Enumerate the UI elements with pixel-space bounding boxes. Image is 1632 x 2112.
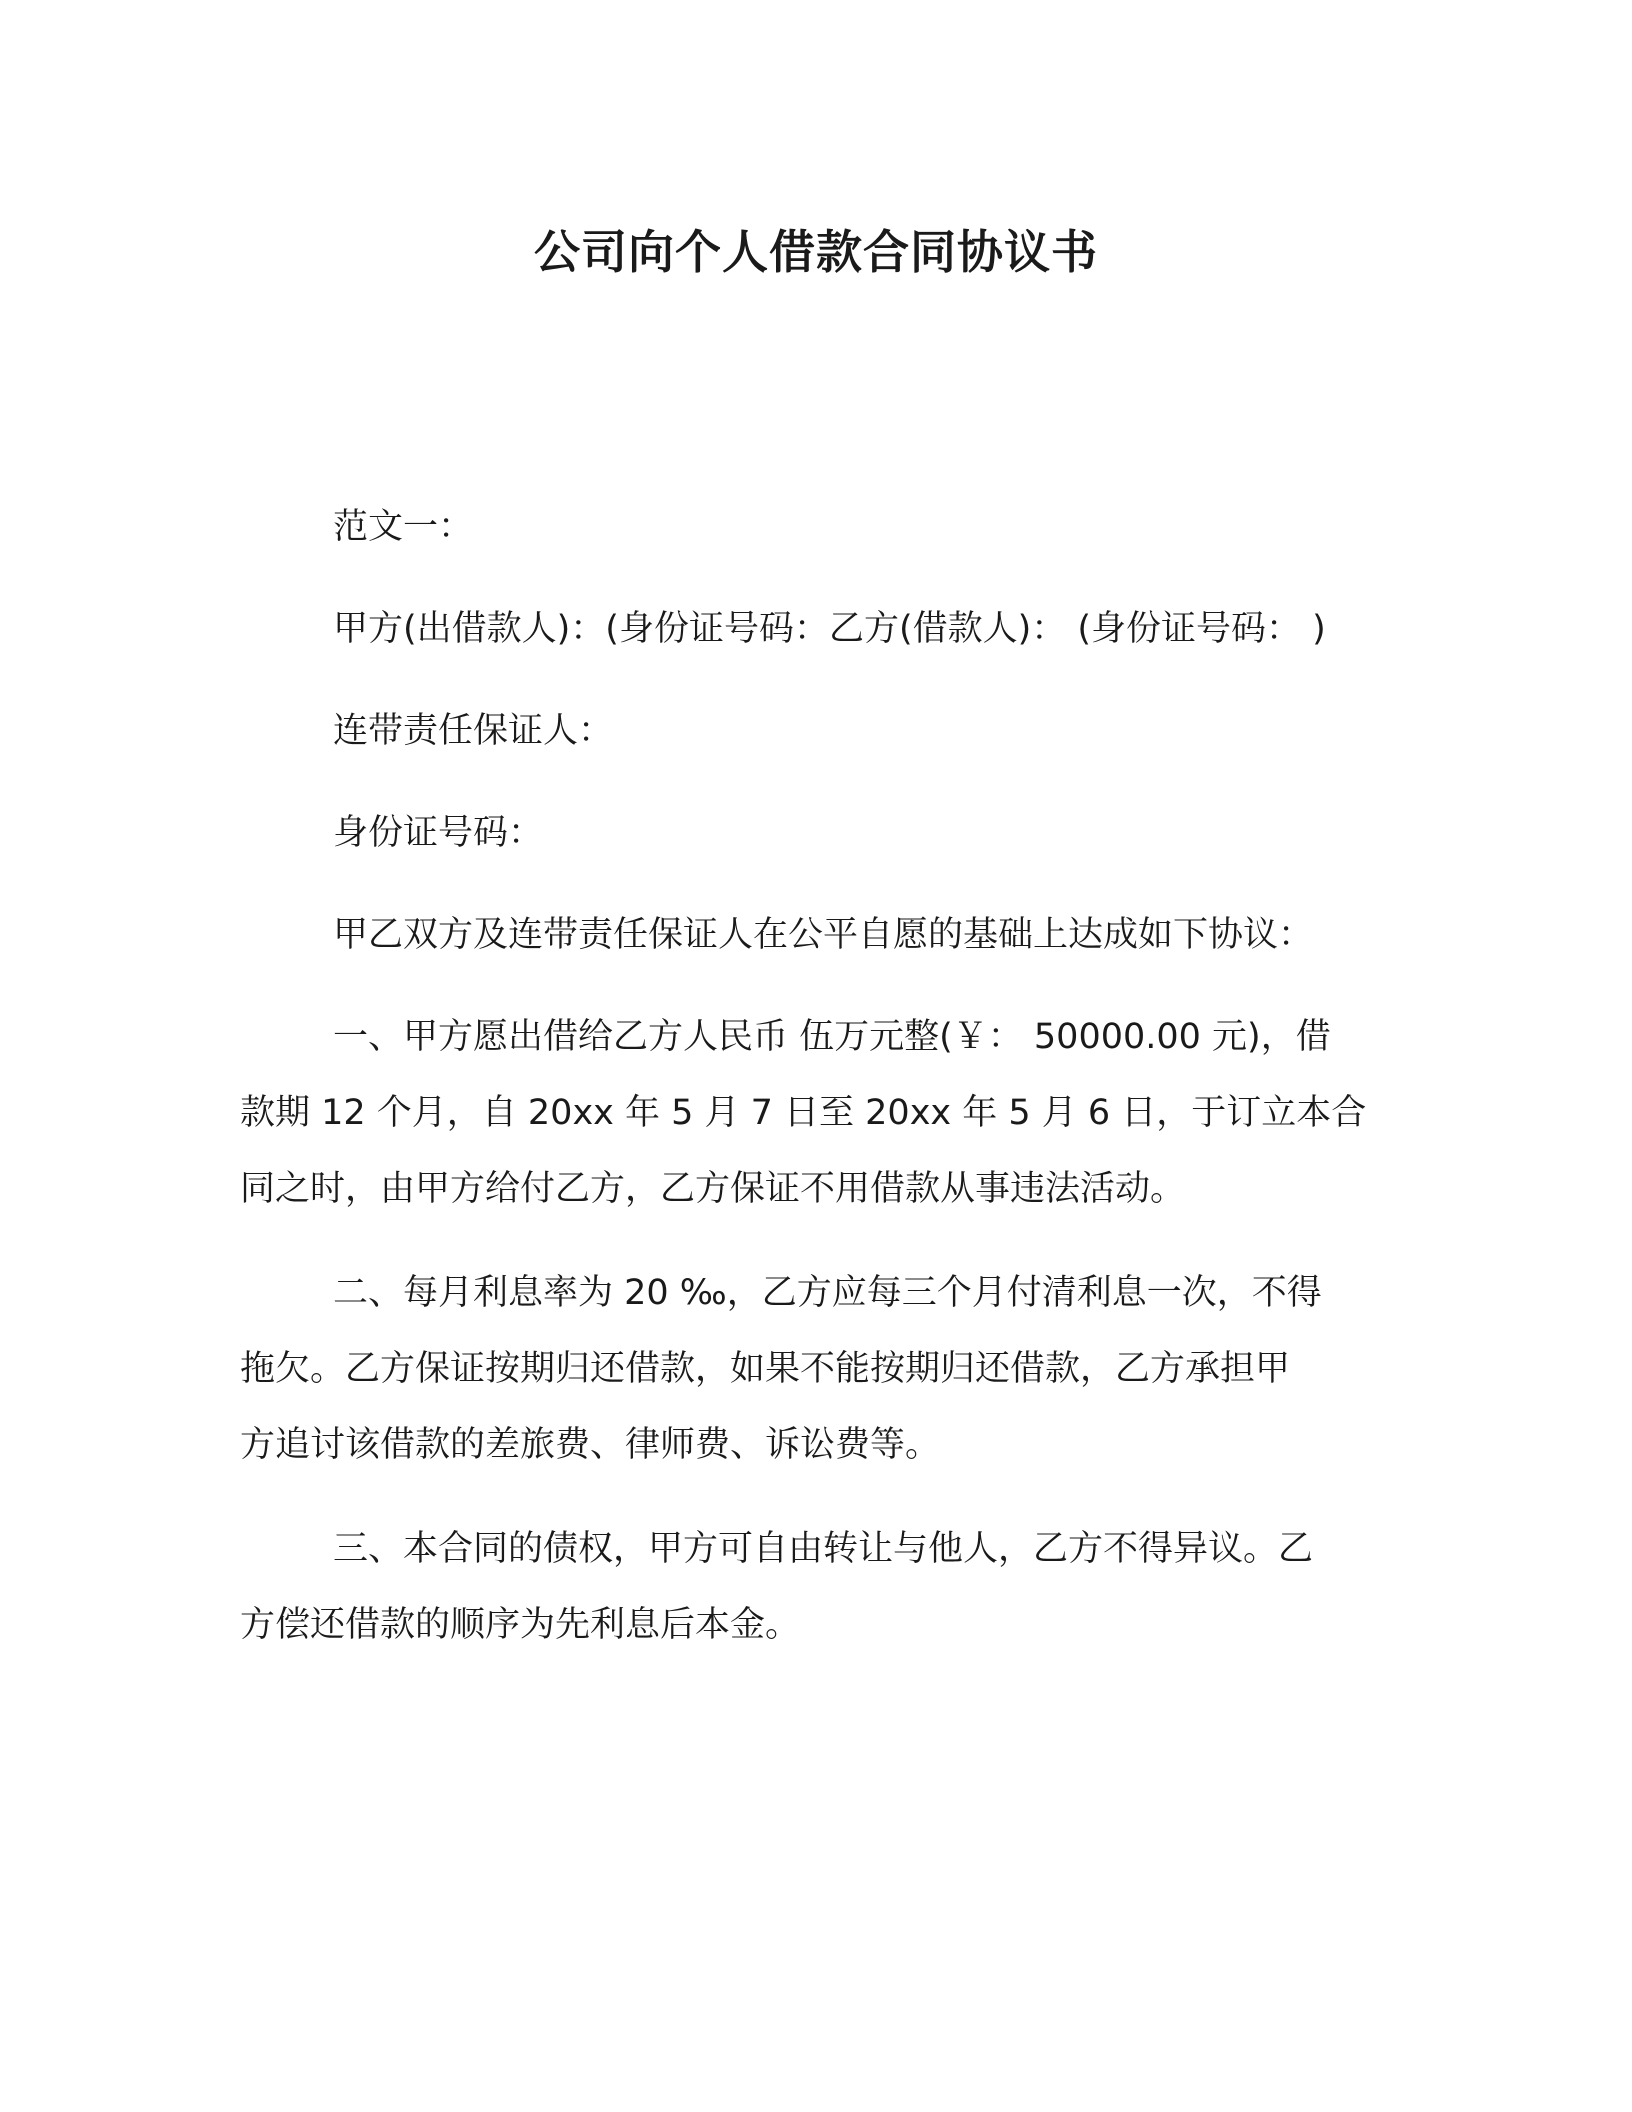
agreement-intro-line: 甲乙双方及连带责任保证人在公平自愿的基础上达成如下协议： <box>333 915 1314 955</box>
clause-1-line-1: 一、甲方愿出借给乙方人民币 伍万元整(￥： 50000.00 元)，借 <box>333 1017 1331 1057</box>
clause-2-line-1: 二、每月利息率为 20 ‰，乙方应每三个月付清利息一次，不得 <box>333 1273 1322 1313</box>
clause-2-line-3: 方追讨该借款的差旅费、律师费、诉讼费等。 <box>240 1425 941 1465</box>
section-label-sample-one: 范文一： <box>333 507 474 547</box>
guarantor-line: 连带责任保证人： <box>333 711 614 751</box>
clause-1-line-3: 同之时，由甲方给付乙方，乙方保证不用借款从事违法活动。 <box>240 1169 1186 1209</box>
clause-3-line-2: 方偿还借款的顺序为先利息后本金。 <box>240 1605 801 1645</box>
document-title: 公司向个人借款合同协议书 <box>534 225 1098 279</box>
clause-3-line-1: 三、本合同的债权，甲方可自由转让与他人，乙方不得异议。乙 <box>333 1529 1314 1569</box>
party-a-party-b-line: 甲方(出借款人)：(身份证号码：乙方(借款人)： (身份证号码： ) <box>333 609 1326 649</box>
id-number-line: 身份证号码： <box>333 813 544 853</box>
clause-2-line-2: 拖欠。乙方保证按期归还借款，如果不能按期归还借款，乙方承担甲 <box>240 1349 1291 1389</box>
clause-1-line-2: 款期 12 个月，自 20xx 年 5 月 7 日至 20xx 年 5 月 6 日，于订立本合 <box>240 1093 1367 1133</box>
